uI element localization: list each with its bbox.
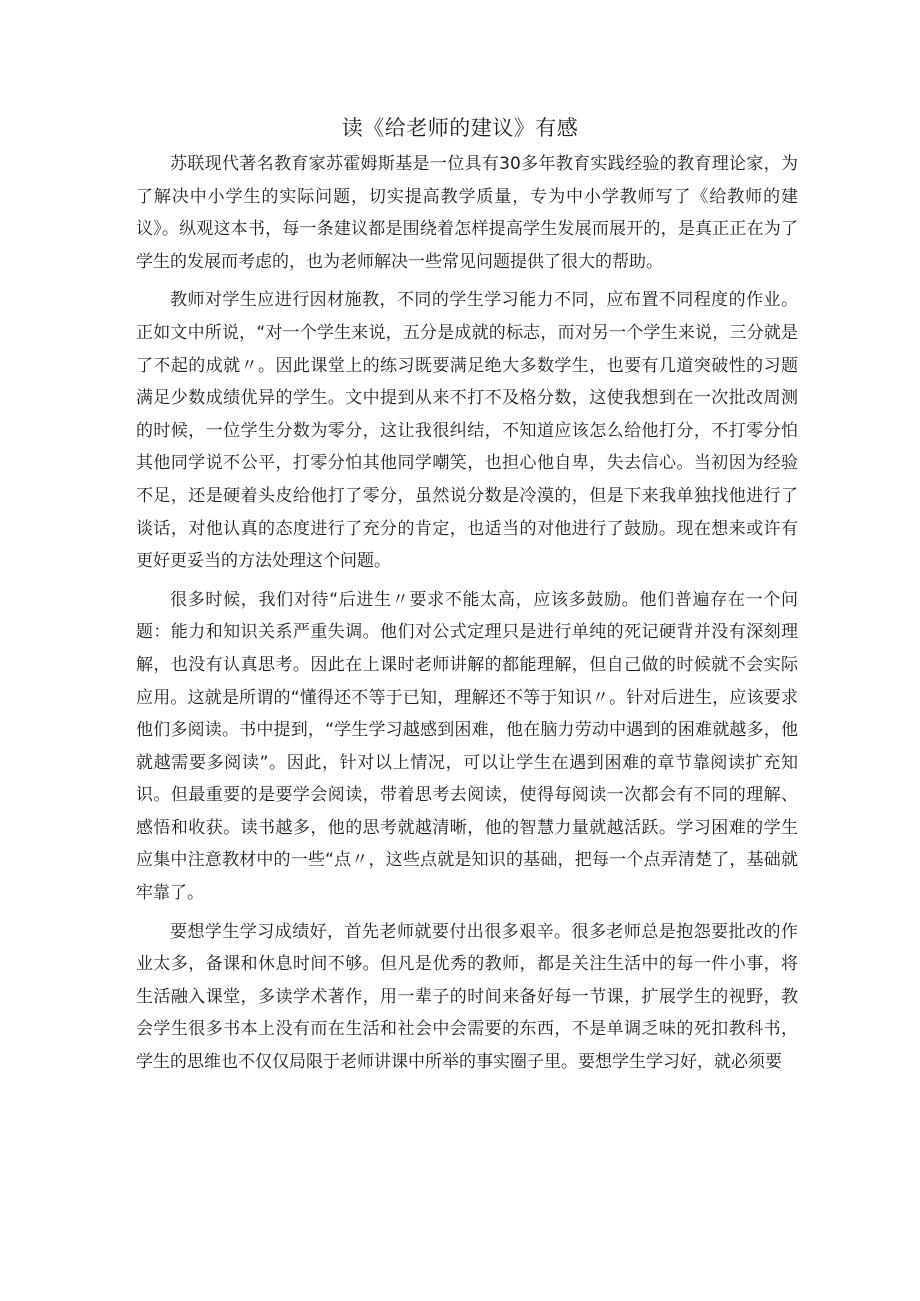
paragraph-2: 教师对学生应进行因材施教，不同的学生学习能力不同，应布置不同程度的作业。正如文中所说，“对一个学生来说，五分是成就的标志，而对另一个学生来说，三分就是了不起的成就〃。因此课堂上的练习既要满足绝大多数学生，也要有几道突破性的习题满足少数成绩优异的学生。文中提到从来不打不及格分数，这使我想到在一次批改周测的时候，一位学生分数为零分，这让我很纠结，不知道应该怎么给他打分，不打零分怕其他同学说不公平，打零分怕其他同学嘲笑，也担心他自卑，失去信心。当初因为经验不足，还是硬着头皮给他打了零分，虽然说分数是冷漠的，但是下来我单独找他进行了谈话，对他认真的态度进行了充分的肯定，也适当的对他进行了鼓励。现在想来或许有更好更妥当的方法处理这个问题。 <box>136 290 798 572</box>
paragraph-3: 很多时候，我们对待“后进生〃要求不能太高，应该多鼓励。他们普遍存在一个问题：能力和知识关系严重失调。他们对公式定理只是进行单纯的死记硬背并没有深刻理解，也没有认真思考。因此在上课时老师讲解的都能理解，但自己做的时候就不会实际应用。这就是所谓的“懂得还不等于已知，理解还不等于知识〃。针对后进生，应该要求他们多阅读。书中提到，“学生学习越感到困难，他在脑力劳动中遇到的困难就越多，他就越需要多阅读”。因此，针对以上情况，可以让学生在遇到困难的章节靠阅读扩充知识。但最重要的是要学会阅读，带着思考去阅读，使得每阅读一次都会有不同的理解、感悟和收获。读书越多，他的思考就越清晰，他的智慧力量就越活跃。学习困难的学生应集中注意教材中的一些“点〃，这些点就是知识的基础，把每一个点弄清楚了，基础就牢靠了。 <box>136 589 798 904</box>
document-body <box>136 148 798 1085</box>
paragraph-1: 苏联现代著名教育家苏霍姆斯基是一位具有30多年教育实践经验的教育理论家，为了解决中小学生的实际问题，切实提高教学质量，专为中小学教师写了《给教师的建议》。纵观这本书，每一条建议都是围绕着怎样提高学生发展而展开的，是真正正在为了学生的发展而考虑的，也为老师解决一些常见问题提供了很大的帮助。 <box>136 154 798 272</box>
document-title: 读《给老师的建议》有感 <box>341 116 579 140</box>
paragraph-4: 要想学生学习成绩好，首先老师就要付出很多艰辛。很多老师总是抱怨要批改的作业太多，备课和休息时间不够。但凡是优秀的教师，都是关注生活中的每一件小事，将生活融入课堂，多读学术著作，用一辈子的时间来备好每一节课，扩展学生的视野，教会学生很多书本上没有而在生活和社会中会需要的东西，不是单调乏味的死扣教科书，学生的思维也不仅仅局限于老师讲课中所举的事实圈子里。要想学生学习好，就必须要 <box>136 921 798 1073</box>
